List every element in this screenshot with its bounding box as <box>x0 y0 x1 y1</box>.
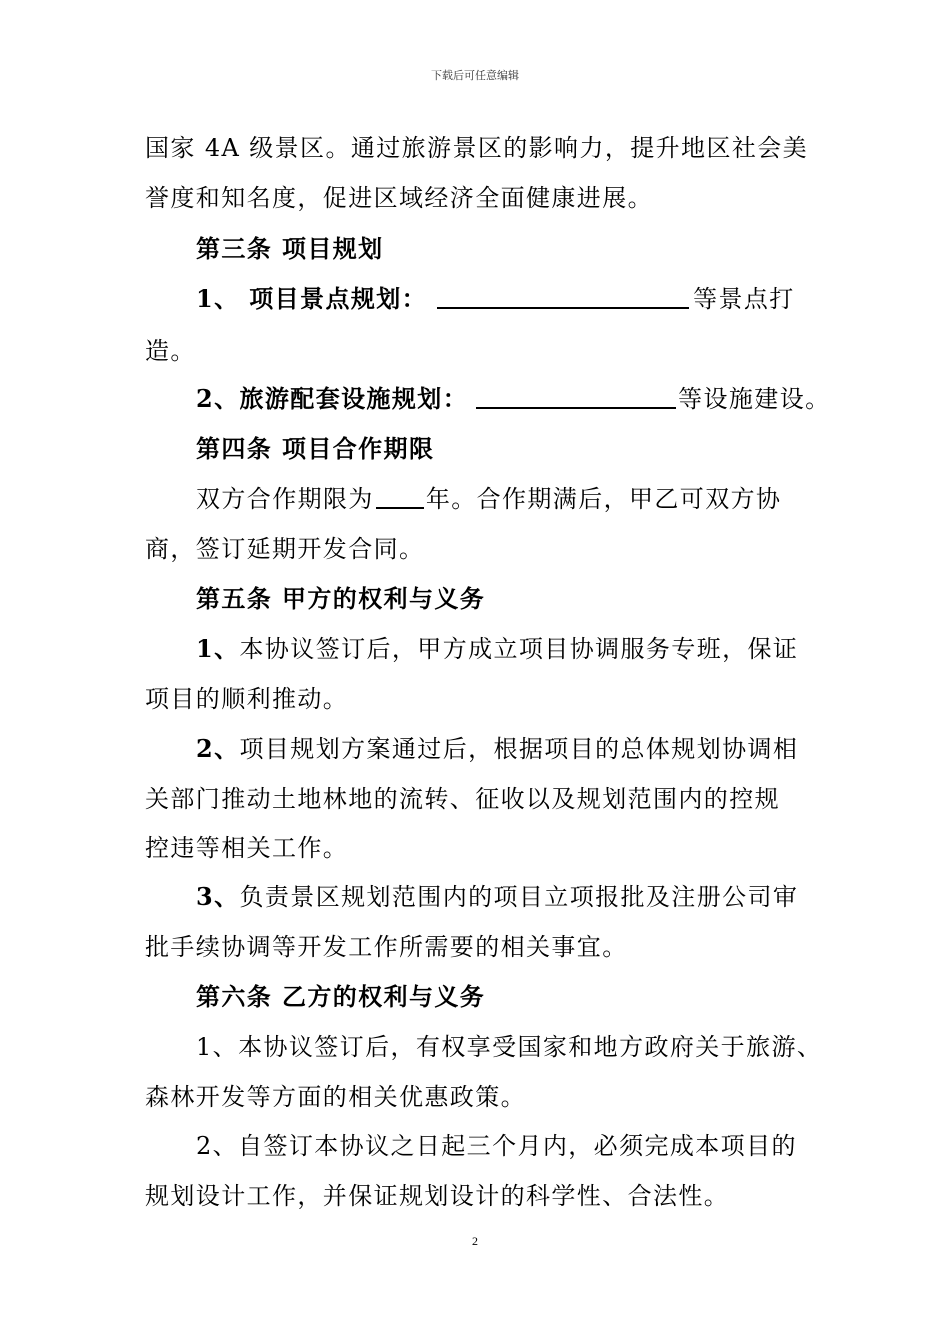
paragraph-line: 2、自签订本协议之日起三个月内，必须完成本项目的 <box>196 1132 797 1160</box>
item-number: 2、 <box>196 734 240 763</box>
paragraph-line: 关部门推动土地林地的流转、征收以及规划范围内的控规 <box>145 785 780 813</box>
paragraph-line: 誉度和知名度，促进区域经济全面健康进展。 <box>145 184 653 212</box>
blank-line <box>376 485 424 509</box>
item-text: 本协议签订后，甲方成立项目协调服务专班，保证 <box>239 635 799 663</box>
paragraph-line: 批手续协调等开发工作所需要的相关事宜。 <box>145 933 628 961</box>
item-suffix: 年。合作期满后，甲乙可双方协 <box>425 485 782 513</box>
item-label: 2、旅游配套设施规划： <box>196 384 469 413</box>
article-heading: 第六条 乙方的权利与义务 <box>196 982 486 1011</box>
item-text: 项目规划方案通过后，根据项目的总体规划协调相 <box>239 735 799 763</box>
paragraph-line: 国家 4A 级景区。通过旅游景区的影响力，提升地区社会美 <box>145 134 809 162</box>
item-label: 1、 项目景点规划： <box>196 284 428 313</box>
numbered-item <box>196 882 950 912</box>
item-label: 双方合作期限为 <box>196 485 374 513</box>
paragraph-line: 造。 <box>145 337 196 365</box>
blank-line <box>476 385 676 409</box>
item-suffix: 等设施建设。 <box>678 385 831 413</box>
paragraph-line: 森林开发等方面的相关优惠政策。 <box>145 1083 526 1111</box>
paragraph-line: 1、本协议签订后，有权享受国家和地方政府关于旅游、 <box>196 1033 823 1061</box>
fill-in-line <box>196 284 950 314</box>
item-number: 1、 <box>196 634 240 663</box>
fill-in-line <box>196 484 950 514</box>
paragraph-line: 商，签订延期开发合同。 <box>145 535 425 563</box>
item-number: 3、 <box>196 882 240 911</box>
numbered-item <box>196 734 950 764</box>
fill-in-line <box>196 384 950 414</box>
paragraph-line: 项目的顺利推动。 <box>145 685 349 713</box>
page-header: 下载后可任意编辑 <box>431 69 519 82</box>
blank-line <box>437 285 689 309</box>
article-heading: 第三条 项目规划 <box>196 234 384 263</box>
paragraph-line: 规划设计工作，并保证规划设计的科学性、合法性。 <box>145 1182 730 1210</box>
numbered-item <box>196 634 950 664</box>
page-number: 2 <box>472 1234 478 1248</box>
item-text: 负责景区规划范围内的项目立项报批及注册公司审 <box>239 883 799 911</box>
paragraph-line: 控违等相关工作。 <box>145 834 349 862</box>
item-suffix: 等景点打 <box>693 285 795 313</box>
article-heading: 第五条 甲方的权利与义务 <box>196 584 486 613</box>
article-heading: 第四条 项目合作期限 <box>196 434 435 463</box>
